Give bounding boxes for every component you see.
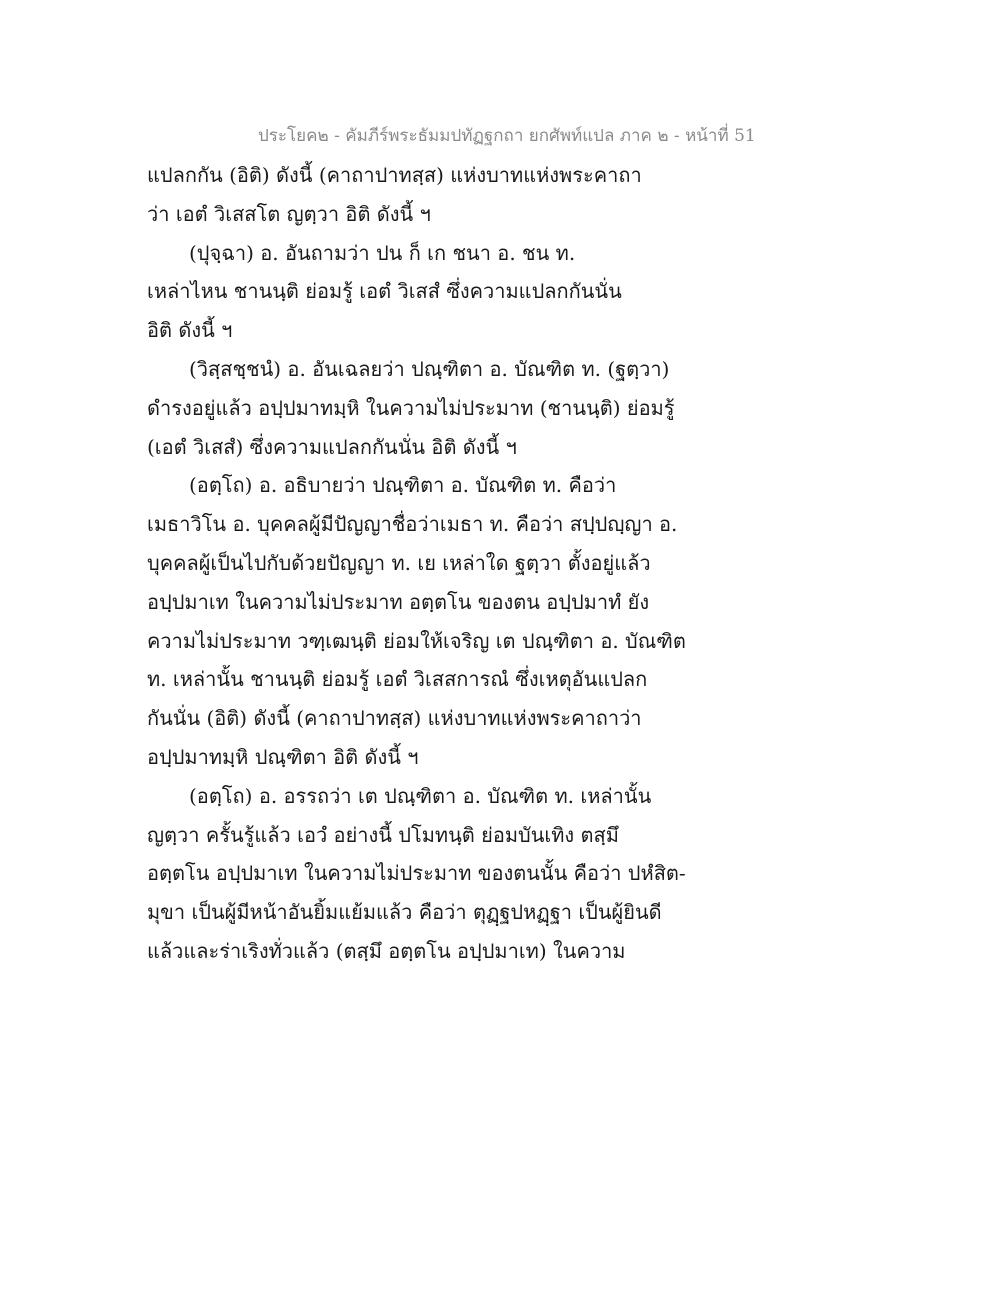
text-line: (ปุจฺฉา) อ. อันถามว่า ปน ก็ เก ชนา อ. ชน ท. [189, 240, 576, 265]
page-header: ประโยค๒ - คัมภีร์พระธัมมปทัฏฐกถา ยกศัพท์แปล ภาค ๒ - หน้าที่ 51 [258, 126, 756, 146]
text-line: มุขา เป็นผู้มีหน้าอันยิ้มแย้มแล้ว คือว่า ตุฏฺฐปหฏฺฐา เป็นผู้ยินดี [147, 900, 662, 925]
text-line: อตฺตโน อปฺปมาเท ในความไม่ประมาท ของตนนั้น คือว่า ปหํสิต- [147, 861, 686, 886]
text-line: (วิสฺสชฺชนํ) อ. อันเฉลยว่า ปณฺฑิตา อ. บัณฑิต ท. (ฐตฺวา) [189, 356, 670, 381]
body-text [147, 156, 847, 971]
text-line: เมธาวิโน อ. บุคคลผู้มีปัญญาชื่อว่าเมธา ท. คือว่า สปฺปญฺญา อ. [147, 512, 678, 537]
text-line: ดำรงอยู่แล้ว อปฺปมาทมฺหิ ในความไม่ประมาท (ชานนฺติ) ย่อมรู้ [147, 395, 675, 420]
text-line: ญตฺวา ครั้นรู้แล้ว เอวํ อย่างนี้ ปโมทนฺติ ย่อมบันเทิง ตสฺมึ [147, 822, 619, 847]
text-line: (เอตํ วิเสสํ) ซึ่งความแปลกกันนั่น อิติ ดังนี้ ฯ [147, 434, 517, 459]
text-line: อปฺปมาทมฺหิ ปณฺฑิตา อิติ ดังนี้ ฯ [147, 744, 419, 769]
text-line: อปฺปมาเท ในความไม่ประมาท อตฺตโน ของตน อปฺปมาทํ ยัง [147, 589, 650, 614]
text-line: บุคคลผู้เป็นไปกับด้วยปัญญา ท. เย เหล่าใด ฐตฺวา ตั้งอยู่แล้ว [147, 550, 651, 575]
text-line: กันนั่น (อิติ) ดังนี้ (คาถาปาทสฺส) แห่งบาทแห่งพระคาถาว่า [147, 706, 642, 731]
text-line: อิติ ดังนี้ ฯ [147, 318, 233, 343]
text-line: เหล่าไหน ชานนฺติ ย่อมรู้ เอตํ วิเสสํ ซึ่งความแปลกกันนั่น [147, 279, 622, 304]
text-line: ท. เหล่านั้น ชานนฺติ ย่อมรู้ เอตํ วิเสสการณํ ซึ่งเหตุอันแปลก [147, 667, 648, 692]
text-line: แล้วและร่าเริงทั่วแล้ว (ตสฺมึ อตฺตโน อปฺปมาเท) ในความ [147, 938, 626, 963]
text-line: ว่า เอตํ วิเสสโต ญตฺวา อิติ ดังนี้ ฯ [147, 201, 431, 226]
text-line: (อตฺโถ) อ. อธิบายว่า ปณฺฑิตา อ. บัณฑิต ท. คือว่า [189, 473, 617, 498]
text-line: (อตฺโถ) อ. อรรถว่า เต ปณฺฑิตา อ. บัณฑิต ท. เหล่านั้น [189, 783, 652, 808]
text-line: ความไม่ประมาท วฑฺเฒนฺติ ย่อมให้เจริญ เต ปณฺฑิตา อ. บัณฑิต [147, 628, 686, 653]
text-line: แปลกกัน (อิติ) ดังนี้ (คาถาปาทสฺส) แห่งบาทแห่งพระคาถา [147, 163, 642, 187]
